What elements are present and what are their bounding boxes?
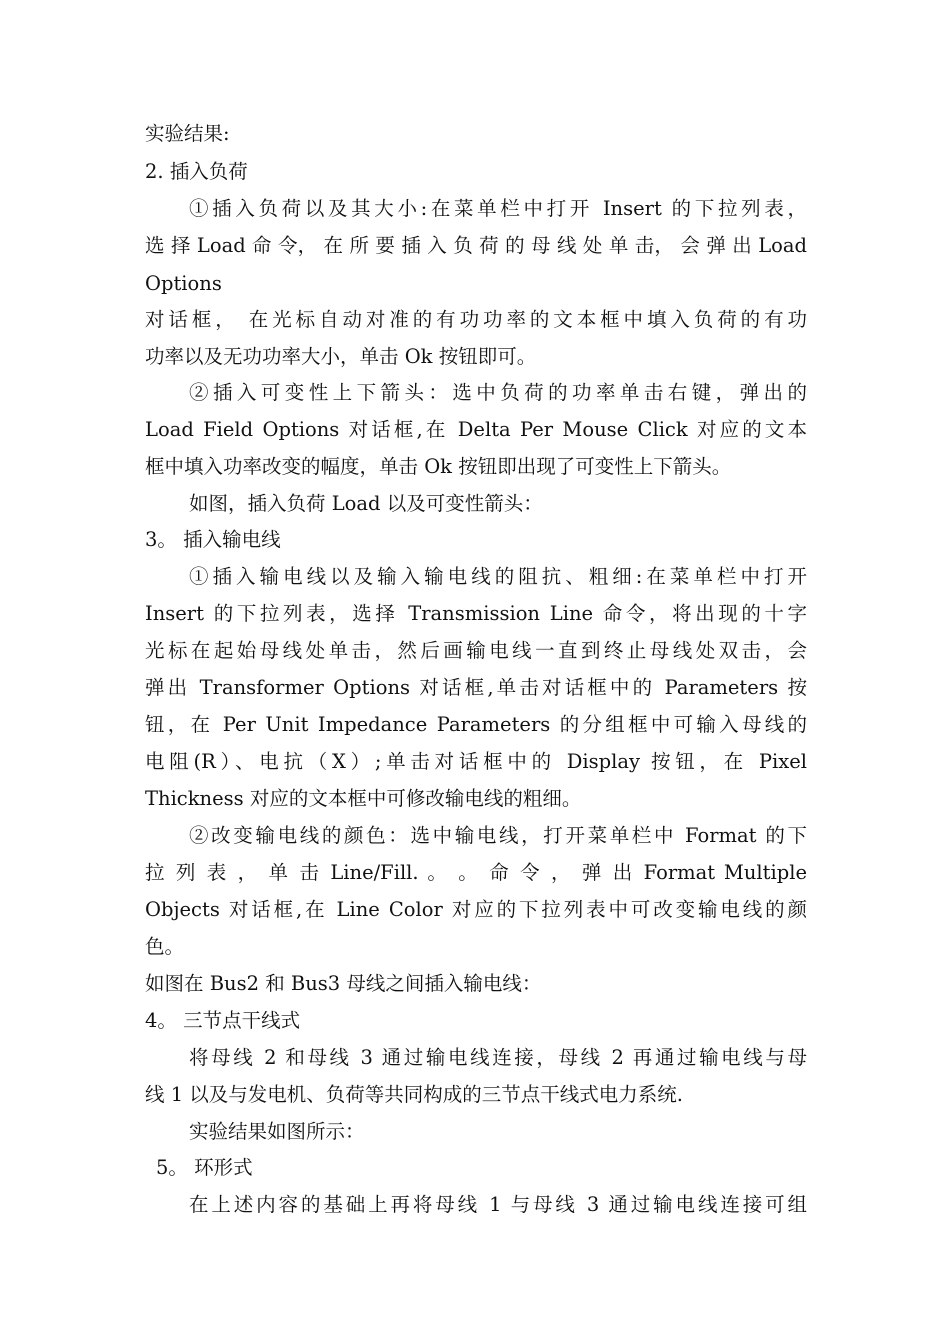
paragraph-line: ①插入负荷以及其大小:在菜单栏中打开 Insert 的下拉列表， [189, 197, 807, 220]
paragraph-line: 拉 列 表 ， 单 击 Line/Fill. 。 。 命 令 ， 弹 出 Format Multiple [145, 861, 807, 884]
results-heading: 实验结果: [145, 122, 230, 145]
paragraph-line: Insert 的下拉列表，选择 Transmission Line 命令，将出现的十字 [145, 602, 807, 625]
paragraph-line: 框中填入功率改变的幅度，单击 Ok 按钮即出现了可变性上下箭头。 [145, 455, 732, 478]
section-3-heading: 3。 插入输电线 [145, 528, 281, 551]
paragraph-line: 光标在起始母线处单击，然后画输电线一直到终止母线处双击，会 [145, 639, 807, 662]
paragraph-line: 线 1 以及与发电机、负荷等共同构成的三节点干线式电力系统. [145, 1083, 684, 1106]
paragraph-line: ②改变输电线的颜色：选中输电线，打开菜单栏中 Format 的下 [189, 824, 807, 847]
paragraph-line: Thickness 对应的文本框中可修改输电线的粗细。 [145, 787, 582, 810]
paragraph-line: 如图，插入负荷 Load 以及可变性箭头： [189, 492, 543, 515]
paragraph-line: 电阻(R）、电抗（X）;单击对话框中的 Display 按钮，在 Pixel [145, 750, 807, 773]
paragraph-line: Objects 对话框,在 Line Color 对应的下拉列表中可改变输电线的颜 [145, 898, 807, 921]
paragraph-line: 功率以及无功功率大小，单击 Ok 按钮即可。 [145, 345, 537, 368]
section-2-heading: 2. 插入负荷 [145, 160, 248, 183]
paragraph-line: 选 择 Load 命 令， 在 所 要 插 入 负 荷 的 母 线 处 单 击， 会 弹 出 Load [145, 234, 807, 257]
paragraph-line: 弹出 Transformer Options 对话框,单击对话框中的 Parameters 按 [145, 676, 807, 699]
paragraph-line: 对话框， 在光标自动对准的有功功率的文本框中填入负荷的有功 [145, 308, 807, 331]
paragraph-line: 钮，在 Per Unit Impedance Parameters 的分组框中可输入母线的 [145, 713, 807, 736]
paragraph-line: ②插入可变性上下箭头：选中负荷的功率单击右键，弹出的 [189, 381, 807, 404]
section-5-heading: 5。 环形式 [156, 1156, 253, 1179]
paragraph-line: 在上述内容的基础上再将母线 1 与母线 3 通过输电线连接可组 [189, 1193, 807, 1216]
paragraph-line: 如图在 Bus2 和 Bus3 母线之间插入输电线： [145, 972, 542, 995]
paragraph-line: Options [145, 272, 222, 295]
paragraph-line: ①插入输电线以及输入输电线的阻抗、粗细:在菜单栏中打开 [189, 565, 807, 588]
paragraph-line: 色。 [145, 935, 185, 958]
section-4-heading: 4。 三节点干线式 [145, 1009, 301, 1032]
paragraph-line: Load Field Options 对话框,在 Delta Per Mouse Click 对应的文本 [145, 418, 807, 441]
paragraph-line: 将母线 2 和母线 3 通过输电线连接，母线 2 再通过输电线与母 [189, 1046, 807, 1069]
paragraph-line: 实验结果如图所示： [189, 1120, 365, 1143]
